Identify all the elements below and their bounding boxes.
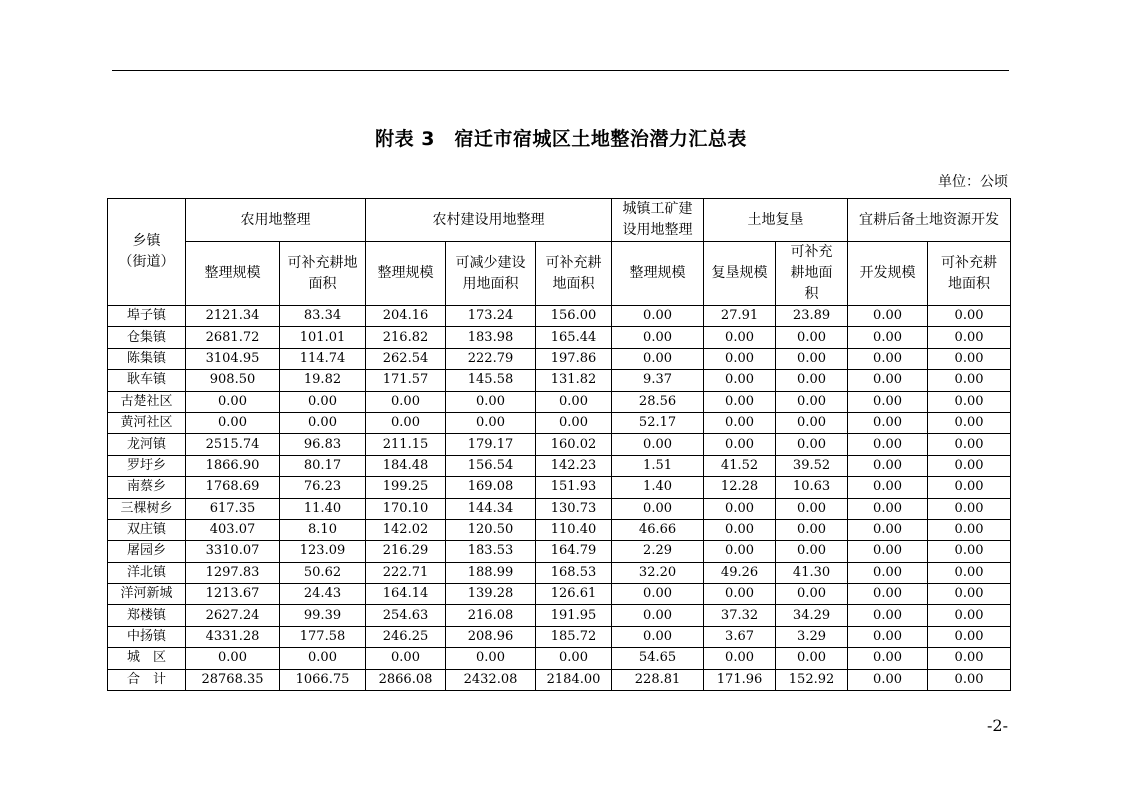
value-cell: 156.00 (536, 306, 612, 327)
table-row (108, 669, 1011, 690)
town-name-cell: 洋河新城 (108, 584, 186, 605)
value-cell: 32.20 (612, 562, 704, 583)
value-cell: 216.29 (366, 541, 446, 562)
value-cell: 0.00 (704, 370, 776, 391)
subheader: 整理规模 (366, 242, 446, 306)
value-cell: 0.00 (928, 562, 1011, 583)
value-cell: 0.00 (928, 541, 1011, 562)
value-cell: 0.00 (848, 434, 928, 455)
subheader: 整理规模 (186, 242, 280, 306)
value-cell: 0.00 (928, 327, 1011, 348)
value-cell: 0.00 (776, 648, 848, 669)
value-cell: 0.00 (776, 348, 848, 369)
value-cell: 49.26 (704, 562, 776, 583)
value-cell: 142.02 (366, 519, 446, 540)
value-cell: 0.00 (848, 648, 928, 669)
value-cell: 0.00 (612, 434, 704, 455)
town-name-cell: 洋北镇 (108, 562, 186, 583)
value-cell: 0.00 (612, 498, 704, 519)
value-cell: 0.00 (928, 626, 1011, 647)
value-cell: 169.08 (446, 477, 536, 498)
value-cell: 164.79 (536, 541, 612, 562)
value-cell: 3.29 (776, 626, 848, 647)
town-name-cell: 郑楼镇 (108, 605, 186, 626)
value-cell: 151.93 (536, 477, 612, 498)
value-cell: 0.00 (848, 327, 928, 348)
value-cell: 0.00 (928, 412, 1011, 433)
table-row (108, 541, 1011, 562)
value-cell: 179.17 (446, 434, 536, 455)
value-cell: 216.82 (366, 327, 446, 348)
town-name-cell: 合 计 (108, 669, 186, 690)
value-cell: 204.16 (366, 306, 446, 327)
value-cell: 0.00 (704, 434, 776, 455)
value-cell: 9.37 (612, 370, 704, 391)
value-cell: 0.00 (928, 605, 1011, 626)
value-cell: 96.83 (280, 434, 366, 455)
table-row (108, 519, 1011, 540)
value-cell: 0.00 (848, 498, 928, 519)
value-cell: 28.56 (612, 391, 704, 412)
value-cell: 0.00 (928, 669, 1011, 690)
value-cell: 173.24 (446, 306, 536, 327)
town-name-cell: 三棵树乡 (108, 498, 186, 519)
value-cell: 8.10 (280, 519, 366, 540)
value-cell: 0.00 (704, 541, 776, 562)
value-cell: 0.00 (704, 584, 776, 605)
value-cell: 228.81 (612, 669, 704, 690)
value-cell: 37.32 (704, 605, 776, 626)
value-cell: 0.00 (848, 562, 928, 583)
value-cell: 0.00 (704, 498, 776, 519)
value-cell: 2.29 (612, 541, 704, 562)
value-cell: 222.71 (366, 562, 446, 583)
town-name-cell: 陈集镇 (108, 348, 186, 369)
value-cell: 0.00 (776, 327, 848, 348)
value-cell: 80.17 (280, 455, 366, 476)
value-cell: 0.00 (848, 541, 928, 562)
value-cell: 0.00 (848, 584, 928, 605)
unit-label: 单位：公顷 (938, 174, 1008, 190)
header-urban-mining: 城镇工矿建 设用地整理 (612, 199, 704, 242)
value-cell: 183.98 (446, 327, 536, 348)
value-cell: 1297.83 (186, 562, 280, 583)
table-row (108, 562, 1011, 583)
value-cell: 0.00 (776, 370, 848, 391)
subheader: 可补充耕 地面积 (928, 242, 1011, 306)
value-cell: 0.00 (612, 306, 704, 327)
value-cell: 27.91 (704, 306, 776, 327)
value-cell: 3104.95 (186, 348, 280, 369)
value-cell: 160.02 (536, 434, 612, 455)
value-cell: 191.95 (536, 605, 612, 626)
table-row (108, 648, 1011, 669)
table-row (108, 477, 1011, 498)
value-cell: 23.89 (776, 306, 848, 327)
header-land-reclamation: 土地复垦 (704, 199, 848, 242)
value-cell: 41.52 (704, 455, 776, 476)
value-cell: 12.28 (704, 477, 776, 498)
value-cell: 3310.07 (186, 541, 280, 562)
value-cell: 0.00 (848, 455, 928, 476)
subheader: 可减少建设 用地面积 (446, 242, 536, 306)
value-cell: 10.63 (776, 477, 848, 498)
value-cell: 0.00 (848, 306, 928, 327)
value-cell: 52.17 (612, 412, 704, 433)
value-cell: 0.00 (536, 391, 612, 412)
value-cell: 177.58 (280, 626, 366, 647)
value-cell: 216.08 (446, 605, 536, 626)
value-cell: 211.15 (366, 434, 446, 455)
value-cell: 0.00 (612, 584, 704, 605)
value-cell: 0.00 (928, 584, 1011, 605)
value-cell: 0.00 (704, 348, 776, 369)
value-cell: 0.00 (446, 648, 536, 669)
value-cell: 0.00 (704, 648, 776, 669)
subheader: 复垦规模 (704, 242, 776, 306)
subheader: 可补充耕 地面积 (536, 242, 612, 306)
value-cell: 114.74 (280, 348, 366, 369)
value-cell: 0.00 (612, 348, 704, 369)
town-name-cell: 仓集镇 (108, 327, 186, 348)
value-cell: 0.00 (848, 370, 928, 391)
value-cell: 2184.00 (536, 669, 612, 690)
subheader: 可补充 耕地面 积 (776, 242, 848, 306)
header-reserve-development: 宜耕后备土地资源开发 (848, 199, 1011, 242)
table-row (108, 455, 1011, 476)
value-cell: 0.00 (928, 391, 1011, 412)
value-cell: 0.00 (186, 391, 280, 412)
value-cell: 34.29 (776, 605, 848, 626)
value-cell: 0.00 (928, 648, 1011, 669)
value-cell: 0.00 (848, 477, 928, 498)
value-cell: 197.86 (536, 348, 612, 369)
value-cell: 0.00 (848, 626, 928, 647)
town-name-cell: 龙河镇 (108, 434, 186, 455)
value-cell: 0.00 (776, 412, 848, 433)
value-cell: 0.00 (776, 519, 848, 540)
value-cell: 0.00 (366, 391, 446, 412)
table-row (108, 327, 1011, 348)
table-row (108, 434, 1011, 455)
value-cell: 0.00 (848, 669, 928, 690)
value-cell: 165.44 (536, 327, 612, 348)
value-cell: 908.50 (186, 370, 280, 391)
value-cell: 1213.67 (186, 584, 280, 605)
value-cell: 0.00 (928, 434, 1011, 455)
table-row (108, 584, 1011, 605)
town-name-cell: 古楚社区 (108, 391, 186, 412)
town-name-cell: 中扬镇 (108, 626, 186, 647)
value-cell: 0.00 (536, 648, 612, 669)
table-row (108, 626, 1011, 647)
value-cell: 19.82 (280, 370, 366, 391)
value-cell: 184.48 (366, 455, 446, 476)
town-name-cell: 城 区 (108, 648, 186, 669)
value-cell: 0.00 (776, 434, 848, 455)
value-cell: 0.00 (928, 348, 1011, 369)
value-cell: 0.00 (776, 541, 848, 562)
value-cell: 0.00 (366, 648, 446, 669)
value-cell: 1.51 (612, 455, 704, 476)
header-farmland: 农用地整理 (186, 199, 366, 242)
value-cell: 131.82 (536, 370, 612, 391)
table-body (108, 306, 1011, 691)
value-cell: 0.00 (446, 391, 536, 412)
value-cell: 1866.90 (186, 455, 280, 476)
value-cell: 0.00 (928, 306, 1011, 327)
value-cell: 126.61 (536, 584, 612, 605)
town-name-cell: 屠园乡 (108, 541, 186, 562)
value-cell: 188.99 (446, 562, 536, 583)
value-cell: 246.25 (366, 626, 446, 647)
town-name-cell: 耿车镇 (108, 370, 186, 391)
value-cell: 0.00 (704, 519, 776, 540)
value-cell: 0.00 (928, 370, 1011, 391)
table-row (108, 306, 1011, 327)
value-cell: 156.54 (446, 455, 536, 476)
value-cell: 208.96 (446, 626, 536, 647)
town-name-cell: 罗圩乡 (108, 455, 186, 476)
value-cell: 41.30 (776, 562, 848, 583)
value-cell: 0.00 (186, 648, 280, 669)
value-cell: 222.79 (446, 348, 536, 369)
table-row (108, 370, 1011, 391)
value-cell: 0.00 (612, 327, 704, 348)
value-cell: 0.00 (776, 498, 848, 519)
value-cell: 120.50 (446, 519, 536, 540)
value-cell: 0.00 (928, 519, 1011, 540)
value-cell: 11.40 (280, 498, 366, 519)
subheader: 可补充耕地 面积 (280, 242, 366, 306)
value-cell: 168.53 (536, 562, 612, 583)
value-cell: 0.00 (928, 477, 1011, 498)
value-cell: 254.63 (366, 605, 446, 626)
value-cell: 144.34 (446, 498, 536, 519)
value-cell: 2627.24 (186, 605, 280, 626)
land-consolidation-summary-table (107, 198, 1011, 691)
town-name-cell: 埠子镇 (108, 306, 186, 327)
value-cell: 0.00 (776, 584, 848, 605)
value-cell: 101.01 (280, 327, 366, 348)
value-cell: 183.53 (446, 541, 536, 562)
value-cell: 0.00 (280, 648, 366, 669)
value-cell: 83.34 (280, 306, 366, 327)
value-cell: 199.25 (366, 477, 446, 498)
value-cell: 54.65 (612, 648, 704, 669)
value-cell: 2515.74 (186, 434, 280, 455)
value-cell: 0.00 (704, 412, 776, 433)
value-cell: 171.96 (704, 669, 776, 690)
town-name-cell: 双庄镇 (108, 519, 186, 540)
value-cell: 0.00 (612, 626, 704, 647)
value-cell: 617.35 (186, 498, 280, 519)
value-cell: 0.00 (186, 412, 280, 433)
value-cell: 0.00 (848, 391, 928, 412)
town-name-cell: 南蔡乡 (108, 477, 186, 498)
value-cell: 0.00 (848, 348, 928, 369)
table-row (108, 391, 1011, 412)
value-cell: 171.57 (366, 370, 446, 391)
value-cell: 1066.75 (280, 669, 366, 690)
value-cell: 28768.35 (186, 669, 280, 690)
value-cell: 0.00 (848, 605, 928, 626)
header-rural-construction: 农村建设用地整理 (366, 199, 612, 242)
value-cell: 39.52 (776, 455, 848, 476)
table-row (108, 348, 1011, 369)
value-cell: 50.62 (280, 562, 366, 583)
value-cell: 152.92 (776, 669, 848, 690)
town-name-cell: 黄河社区 (108, 412, 186, 433)
value-cell: 0.00 (280, 412, 366, 433)
value-cell: 110.40 (536, 519, 612, 540)
value-cell: 24.43 (280, 584, 366, 605)
value-cell: 3.67 (704, 626, 776, 647)
value-cell: 139.28 (446, 584, 536, 605)
value-cell: 2866.08 (366, 669, 446, 690)
value-cell: 0.00 (704, 327, 776, 348)
value-cell: 130.73 (536, 498, 612, 519)
value-cell: 0.00 (366, 412, 446, 433)
value-cell: 185.72 (536, 626, 612, 647)
value-cell: 262.54 (366, 348, 446, 369)
value-cell: 2432.08 (446, 669, 536, 690)
value-cell: 0.00 (848, 412, 928, 433)
value-cell: 76.23 (280, 477, 366, 498)
value-cell: 2121.34 (186, 306, 280, 327)
value-cell: 0.00 (446, 412, 536, 433)
table-row (108, 605, 1011, 626)
subheader: 整理规模 (612, 242, 704, 306)
value-cell: 46.66 (612, 519, 704, 540)
page-title: 附表 3 宿迁市宿城区土地整治潜力汇总表 (375, 128, 747, 150)
value-cell: 0.00 (280, 391, 366, 412)
value-cell: 123.09 (280, 541, 366, 562)
table-row (108, 498, 1011, 519)
value-cell: 99.39 (280, 605, 366, 626)
value-cell: 2681.72 (186, 327, 280, 348)
value-cell: 0.00 (536, 412, 612, 433)
value-cell: 145.58 (446, 370, 536, 391)
header-rule (112, 70, 1009, 71)
value-cell: 4331.28 (186, 626, 280, 647)
value-cell: 1.40 (612, 477, 704, 498)
value-cell: 403.07 (186, 519, 280, 540)
subheader: 开发规模 (848, 242, 928, 306)
value-cell: 1768.69 (186, 477, 280, 498)
page-number: -2- (987, 716, 1008, 735)
value-cell: 0.00 (928, 498, 1011, 519)
value-cell: 0.00 (776, 391, 848, 412)
value-cell: 0.00 (848, 519, 928, 540)
value-cell: 0.00 (612, 605, 704, 626)
value-cell: 0.00 (928, 455, 1011, 476)
table-row (108, 412, 1011, 433)
header-town: 乡镇 （街道） (108, 199, 186, 306)
value-cell: 142.23 (536, 455, 612, 476)
value-cell: 164.14 (366, 584, 446, 605)
value-cell: 170.10 (366, 498, 446, 519)
value-cell: 0.00 (704, 391, 776, 412)
